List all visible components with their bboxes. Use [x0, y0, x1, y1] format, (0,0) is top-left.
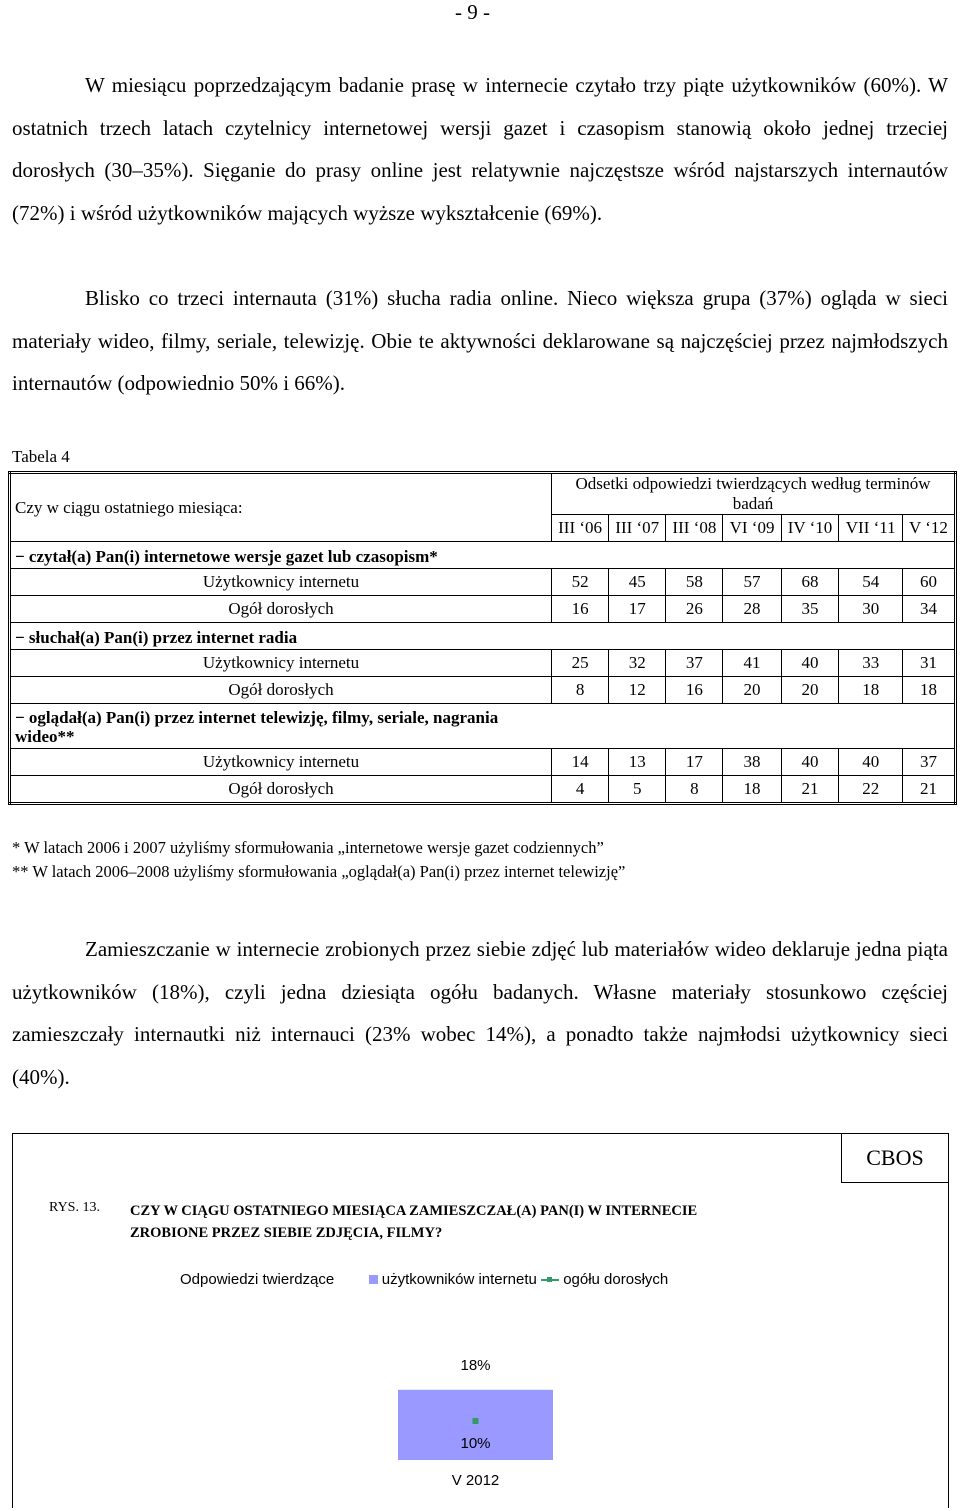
row-label: Ogół dorosłych — [10, 677, 552, 704]
term-header: V ‘12 — [902, 515, 955, 542]
table-cell: 16 — [666, 677, 723, 704]
table-cell: 16 — [552, 596, 609, 623]
table-cell: 57 — [723, 569, 781, 596]
table-cell: 14 — [552, 749, 609, 776]
results-table — [8, 471, 957, 805]
table-cell: 40 — [781, 749, 839, 776]
table-caption: Tabela 4 — [12, 447, 70, 466]
legend-title: Odpowiedzi twierdzące — [180, 1271, 335, 1288]
x-tick-label: V 2012 — [451, 1472, 500, 1489]
section-question: − czytał(a) Pan(i) internetowe wersje gazet lub czasopism* — [10, 542, 552, 569]
table-cell: 4 — [552, 776, 609, 804]
table-cell: 40 — [781, 650, 839, 677]
table-cell: 18 — [839, 677, 903, 704]
table-notes — [12, 836, 625, 884]
table-cell: 68 — [781, 569, 839, 596]
chart — [13, 1134, 948, 1508]
table-cell: 20 — [781, 677, 839, 704]
legend-label-adults: ogółu dorosłych — [563, 1271, 669, 1288]
table-cell: 21 — [902, 776, 955, 804]
table-cell: 52 — [552, 569, 609, 596]
table-cell: 28 — [723, 596, 781, 623]
table-cell: 18 — [902, 677, 955, 704]
table-cell: 13 — [609, 749, 666, 776]
bar-label-users: 18% — [460, 1356, 491, 1374]
point-adults — [473, 1418, 479, 1424]
chart-legend — [180, 1271, 668, 1288]
table-cell: 18 — [723, 776, 781, 804]
table-cell: 20 — [723, 677, 781, 704]
table-cell: 33 — [839, 650, 903, 677]
legend-label-users: użytkowników internetu — [381, 1271, 537, 1288]
table-cell: 40 — [839, 749, 903, 776]
table-cell: 8 — [666, 776, 723, 804]
row-label: Ogół dorosłych — [10, 596, 552, 623]
cbos-badge: CBOS — [841, 1133, 949, 1183]
term-header: III ‘06 — [552, 515, 609, 542]
point-label-adults: 10% — [460, 1435, 491, 1452]
term-header: VI ‘09 — [723, 515, 781, 542]
section-question-row — [10, 704, 956, 749]
term-header: IV ‘10 — [781, 515, 839, 542]
table-row — [10, 677, 956, 704]
table-cell: 26 — [666, 596, 723, 623]
table-cell: 12 — [609, 677, 666, 704]
figure-box — [12, 1133, 949, 1508]
table-cell: 37 — [902, 749, 955, 776]
note-2: ** W latach 2006–2008 użyliśmy sformułowania „oglądał(a) Pan(i) przez internet telewizję” — [12, 862, 626, 881]
table-cell: 35 — [781, 596, 839, 623]
table-cell: 5 — [609, 776, 666, 804]
term-header: III ‘07 — [609, 515, 666, 542]
legend-swatch-line — [541, 1279, 559, 1281]
paragraph-2: Blisko co trzeci internauta (31%) słucha radia online. Nieco większa grupa (37%) ogląda w sieci materiały wideo, filmy, seriale, telewizję. Obie te aktywności deklarowane są najczęściej przez najmłodszych internautów (odpowiednio 50% i 66%). — [12, 286, 948, 395]
section-question-row — [10, 542, 956, 569]
section-question: − oglądał(a) Pan(i) przez internet telewizję, filmy, seriale, nagrania wideo** — [10, 704, 552, 749]
table-row — [10, 650, 956, 677]
paragraph-3: Zamieszczanie w internecie zrobionych przez siebie zdjęć lub materiałów wideo deklaruje jedna piąta użytkowników (18%), czyli jedna dziesiąta ogółu badanych. Własne materiały stosunkowo częściej zamieszczały internautki niż internauci (23% wobec 14%), a ponadto także najmłodsi użytkownicy sieci (40%). — [12, 937, 948, 1089]
table-row — [10, 749, 956, 776]
table-cell: 38 — [723, 749, 781, 776]
table-cell: 22 — [839, 776, 903, 804]
table-cell: 32 — [609, 650, 666, 677]
page-number: - 9 - — [455, 0, 490, 24]
table-cell: 34 — [902, 596, 955, 623]
table-row — [10, 776, 956, 804]
table-row — [10, 596, 956, 623]
table-cell: 8 — [552, 677, 609, 704]
table-cell: 17 — [609, 596, 666, 623]
question-header: Czy w ciągu ostatniego miesiąca: — [10, 473, 552, 542]
table-cell: 21 — [781, 776, 839, 804]
row-label: Użytkownicy internetu — [10, 569, 552, 596]
table-cell: 58 — [666, 569, 723, 596]
table-cell: 17 — [666, 749, 723, 776]
legend-swatch-bar — [369, 1275, 378, 1284]
term-header: VII ‘11 — [839, 515, 903, 542]
row-label: Użytkownicy internetu — [10, 650, 552, 677]
term-header: III ‘08 — [666, 515, 723, 542]
table-row — [10, 569, 956, 596]
figure-number: RYS. 13. — [49, 1200, 100, 1215]
paragraph-1: W miesiącu poprzedzającym badanie prasę w internecie czytało trzy piąte użytkowników (60%). W ostatnich trzech latach czytelnicy internetowej wersji gazet i czasopism stanowią około jednej trzeciej dorosłych (30–35%). Sięganie do prasy online jest relatywnie najczęstsze wśród najstarszych internautów (72%) i wśród użytkowników mających wyższe wykształcenie (69%). — [12, 73, 948, 225]
row-label: Użytkownicy internetu — [10, 749, 552, 776]
note-1: * W latach 2006 i 2007 użyliśmy sformułowania „internetowe wersje gazet codziennych” — [12, 838, 604, 857]
table-cell: 41 — [723, 650, 781, 677]
table-cell: 31 — [902, 650, 955, 677]
section-question-row — [10, 623, 956, 650]
table-cell: 54 — [839, 569, 903, 596]
section-question: − słuchał(a) Pan(i) przez internet radia — [10, 623, 552, 650]
table-cell: 30 — [839, 596, 903, 623]
table-cell: 37 — [666, 650, 723, 677]
figure-title: CZY W CIĄGU OSTATNIEGO MIESIĄCA ZAMIESZCZAŁ(A) PAN(I) W INTERNECIE ZROBIONE PRZEZ SIEBIE ZDJĘCIA, FILMY? — [130, 1203, 698, 1241]
table-cell: 45 — [609, 569, 666, 596]
table-cell: 60 — [902, 569, 955, 596]
table-cell: 25 — [552, 650, 609, 677]
group-header: Odsetki odpowiedzi twierdzących według terminów badań — [552, 473, 956, 515]
row-label: Ogół dorosłych — [10, 776, 552, 804]
